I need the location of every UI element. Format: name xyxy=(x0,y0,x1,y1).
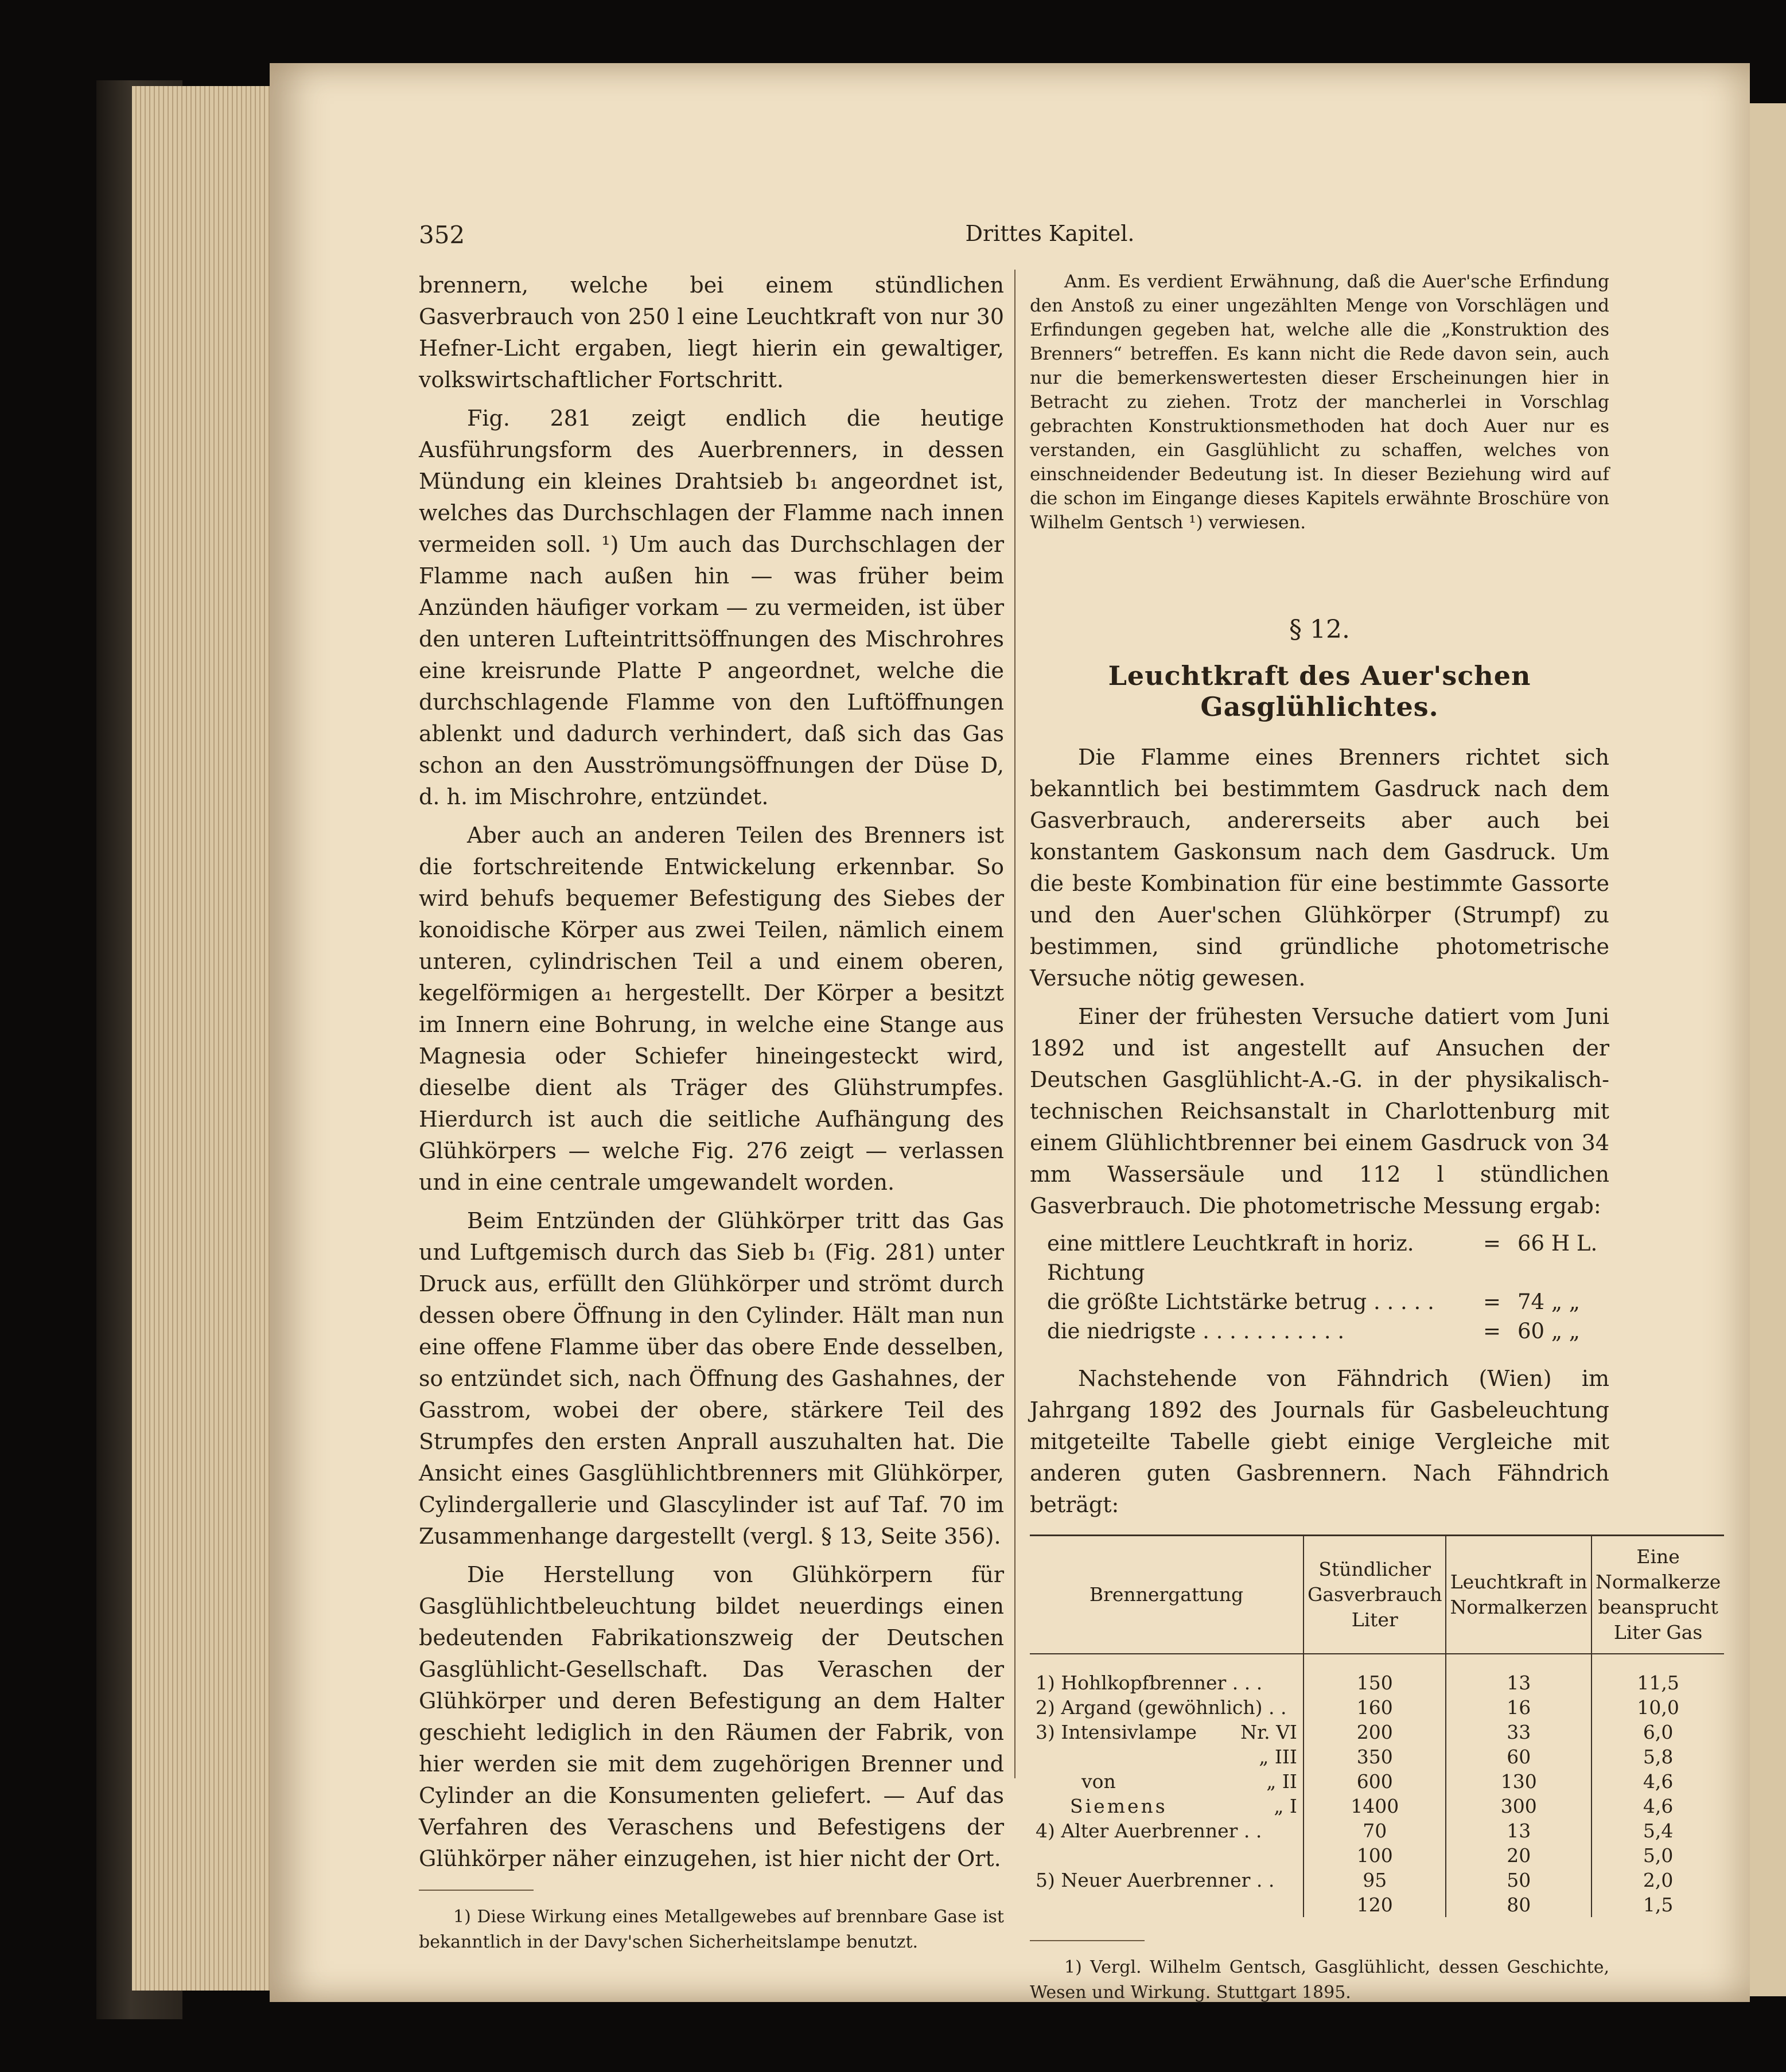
measurement-value: 74 „ „ xyxy=(1517,1290,1580,1314)
table-row xyxy=(1030,1794,1724,1818)
measurement-row xyxy=(1047,1287,1609,1317)
book-page-edges xyxy=(132,86,287,1991)
table-cell: 150 xyxy=(1303,1654,1446,1695)
measurement-label: die größte Lichtstärke betrug . . . . . xyxy=(1047,1290,1434,1314)
page-number: 352 xyxy=(419,221,465,249)
table-cell: 13 xyxy=(1446,1818,1592,1843)
paragraph: Beim Entzünden der Glühkörper tritt das Gas und Luftgemisch durch das Sieb b₁ (Fig. 281) unter Druck aus, erfüllt den Glühkörper und strömt durch dessen obere Öffnung in den Cylinder. Hält man nun eine offene Flamme über das obere Ende desselben, so entzündet sich, nach Öffnung des Gashahnes, der Gasstrom, wobei der obere, stärkere Teil des Strumpfes den ersten Anprall auszuhalten hat. Die Ansicht eines Gasglühlichtbrenners mit Glühkörper, Cylindergallerie und Glascylinder ist auf Taf. 70 im Zusammenhange dargestellt (vergl. § 13, Seite 356). xyxy=(419,1208,1004,1549)
table-cell xyxy=(1030,1695,1303,1720)
table-cell xyxy=(1030,1892,1303,1917)
footnote: 1) Vergl. Wilhelm Gentsch, Gasglühlicht, dessen Geschichte, Wesen und Wirkung. Stuttgart 1895. xyxy=(1030,1957,1609,2003)
table-row xyxy=(1030,1744,1724,1769)
table-row xyxy=(1030,1654,1724,1695)
table-row xyxy=(1030,1720,1724,1744)
footnote-rule xyxy=(419,1890,534,1891)
paragraph: Die Herstellung von Glühkörpern für Gasglühlichtbeleuchtung bildet neuerdings einen bedeutenden Fabrikationszweig der Deutschen Gasglühlicht-Gesellschaft. Das Veraschen der Glühkörper und deren Befestigung an dem Halter geschieht lediglich in den Räumen der Fabrik, von hier werden sie mit dem zugehörigen Brenner und Cylinder an die Konsumenten geliefert. — Auf das Verfahren des Veraschens und Befestigens der Glühkörper näher einzugehen, ist hier nicht der Ort. xyxy=(419,1562,1004,1871)
paragraph: Fig. 281 zeigt endlich die heutige Ausführungsform des Auerbrenners, in dessen Mündung ein kleines Drahtsieb b₁ angeordnet ist, welches das Durchschlagen der Flamme nach innen vermeiden soll. ¹) Um auch das Durchschlagen der Flamme nach außen hin — was früher beim Anzünden häufiger vorkam — zu vermeiden, ist über den unteren Lufteintrittsöffnungen des Mischrohres eine kreisrunde Platte P angeordnet, welche die durchschlagende Flamme von den Luftöffnungen ablenkt und dadurch verhindert, daß sich das Gas schon an den Ausströmungsöffnungen der Düse D, d. h. im Mischrohre, entzündet. xyxy=(419,406,1004,809)
table-cell: 10,0 xyxy=(1592,1695,1724,1720)
table-cell: 95 xyxy=(1303,1868,1446,1892)
table-cell xyxy=(1030,1720,1303,1744)
table-header: Leuchtkraft in Normalkerzen xyxy=(1446,1536,1592,1654)
table-cell xyxy=(1030,1794,1303,1818)
burner-name: 1) Hohlkopfbrenner . . . xyxy=(1036,1672,1263,1694)
table-cell: 16 xyxy=(1446,1695,1592,1720)
table-cell: 70 xyxy=(1303,1818,1446,1843)
table-cell: 4,6 xyxy=(1592,1794,1724,1818)
table-cell: 300 xyxy=(1446,1794,1592,1818)
table-cell: 120 xyxy=(1303,1892,1446,1917)
paragraph: Einer der frühesten Versuche datiert vom Juni 1892 und ist angestellt auf Ansuchen der Deutschen Gasglühlicht-A.-G. in der physikalisch-technischen Reichsanstalt in Charlottenburg mit einem Glühlichtbrenner bei einem Gasdruck von 34 mm Wassersäule und 112 l stündlichen Gasverbrauch. Die photometrische Messung ergab: xyxy=(1030,1004,1609,1218)
table-row xyxy=(1030,1769,1724,1794)
paragraph: Nachstehende von Fähndrich (Wien) im Jahrgang 1892 des Journals für Gasbeleuchtung mitgeteilte Tabelle giebt einige Vergleiche mit anderen guten Gasbrennern. Nach Fähndrich beträgt: xyxy=(1030,1366,1609,1517)
table-cell xyxy=(1030,1818,1303,1843)
measurement-value: 60 „ „ xyxy=(1517,1319,1580,1343)
table-cell xyxy=(1030,1843,1303,1868)
table-header-row xyxy=(1030,1536,1724,1654)
table-cell: 100 xyxy=(1303,1843,1446,1868)
section-title: Leuchtkraft des Auer'schen Gasglühlichtes. xyxy=(1108,660,1531,722)
table-cell xyxy=(1030,1769,1303,1794)
burner-name: 5) Neuer Auerbrenner . . xyxy=(1036,1869,1275,1891)
table-cell xyxy=(1030,1654,1303,1695)
burner-subtype: „ I xyxy=(1274,1795,1297,1817)
table-cell: 350 xyxy=(1303,1744,1446,1769)
table-cell: 50 xyxy=(1446,1868,1592,1892)
burner-subtype: Nr. VI xyxy=(1240,1721,1297,1743)
left-column xyxy=(419,270,1004,1955)
table-cell: 5,8 xyxy=(1592,1744,1724,1769)
table-cell: 80 xyxy=(1446,1892,1592,1917)
burner-name: von xyxy=(1081,1770,1116,1793)
table-row xyxy=(1030,1818,1724,1843)
table-header: Eine Normalkerze beansprucht Liter Gas xyxy=(1592,1536,1724,1654)
table-cell: 200 xyxy=(1303,1720,1446,1744)
table-cell xyxy=(1030,1868,1303,1892)
burner-name: 3) Intensivlampe xyxy=(1036,1721,1197,1743)
table-cell: 60 xyxy=(1446,1744,1592,1769)
burner-subtype: „ II xyxy=(1266,1770,1297,1793)
measurement-row xyxy=(1047,1229,1609,1287)
table-cell: 13 xyxy=(1446,1654,1592,1695)
right-column xyxy=(1030,270,1721,2005)
column-divider xyxy=(1014,270,1015,1778)
table-cell: 1400 xyxy=(1303,1794,1446,1818)
burner-name: Siemens xyxy=(1070,1795,1168,1817)
table-cell: 1,5 xyxy=(1592,1892,1724,1917)
paragraph: brennern, welche bei einem stündlichen Gasverbrauch von 250 l eine Leuchtkraft von nur 30 Hefner-Licht ergaben, liegt hierin ein gewaltiger, volkswirtschaftlicher Fortschritt. xyxy=(419,272,1004,392)
section-number: § 12. xyxy=(1289,615,1350,644)
table-cell: 11,5 xyxy=(1592,1654,1724,1695)
burner-name: 2) Argand (gewöhnlich) . . xyxy=(1036,1696,1287,1719)
table-cell: 4,6 xyxy=(1592,1769,1724,1794)
paragraph: Aber auch an anderen Teilen des Brenners ist die fortschreitende Entwickelung erkennbar. So wird behufs bequemer Befestigung des Siebes der konoidische Körper aus zwei Teilen, nämlich einem unteren, cylindrischen Teil a und einem oberen, kegelförmigen a₁ hergestellt. Der Körper a besitzt im Innern eine Bohrung, in welche eine Stange aus Magnesia oder Schiefer hineingesteckt wird, dieselbe dient als Träger des Glühstrumpfes. Hierdurch ist auch die seitliche Aufhängung des Glühkörpers — welche Fig. 276 zeigt — verlassen und in eine centrale umgewandelt worden. xyxy=(419,823,1004,1195)
measurement-label: eine mittlere Leuchtkraft in horiz. Richtung xyxy=(1047,1231,1414,1285)
measurement-row xyxy=(1047,1317,1609,1346)
table-row xyxy=(1030,1868,1724,1892)
measurement-value: 66 H L. xyxy=(1517,1231,1598,1256)
footnote-rule xyxy=(1030,1940,1145,1941)
table-cell: 33 xyxy=(1446,1720,1592,1744)
burner-name: 4) Alter Auerbrenner . . xyxy=(1036,1820,1262,1842)
table-cell: 130 xyxy=(1446,1769,1592,1794)
table-cell: 160 xyxy=(1303,1695,1446,1720)
measurement-equals: = xyxy=(1483,1290,1501,1314)
running-title: Drittes Kapitel. xyxy=(965,221,1135,246)
burner-subtype: „ III xyxy=(1259,1746,1297,1768)
next-page-edge xyxy=(1750,103,1786,1996)
table-row xyxy=(1030,1892,1724,1917)
table-cell: 2,0 xyxy=(1592,1868,1724,1892)
annotation-note: Anm. Es verdient Erwähnung, daß die Auer'sche Erfindung den Anstoß zu einer ungezählten Menge von Vorschlägen und Erfindungen gegeben hat, welche alle die „Konstruktion des Brenners“ betreffen. Es kann nicht die Rede davon sein, auch nur die bemerkenswertesten dieser Erscheinungen hier in Betracht zu ziehen. Trotz der mancherlei in Vorschlag gebrachten Konstruktionsmethoden hat doch Auer nur es verstanden, ein Gasglühlicht zu schaffen, welches von einschneidender Bedeutung ist. In dieser Beziehung wird auf die schon im Eingange dieses Kapitels erwähnte Broschüre von Wilhelm Gentsch ¹) verwiesen. xyxy=(1030,271,1609,533)
measurement-equals: = xyxy=(1483,1319,1501,1343)
table-cell: 5,0 xyxy=(1592,1843,1724,1868)
comparison-table xyxy=(1030,1534,1724,1917)
paragraph: Die Flamme eines Brenners richtet sich bekanntlich bei bestimmtem Gasdruck nach dem Gasverbrauch, andererseits aber auch bei konstantem Gaskonsum nach dem Gasdruck. Um die beste Kombination für eine bestimmte Gassorte und den Auer'schen Glühkörper (Strumpf) zu bestimmen, sind gründliche photometrische Versuche nötig gewesen. xyxy=(1030,745,1609,991)
table-cell: 5,4 xyxy=(1592,1818,1724,1843)
measurement-label: die niedrigste . . . . . . . . . . . xyxy=(1047,1319,1345,1343)
table-header: Stündlicher Gasverbrauch Liter xyxy=(1303,1536,1446,1654)
table-cell xyxy=(1030,1744,1303,1769)
table-row xyxy=(1030,1695,1724,1720)
table-cell: 600 xyxy=(1303,1769,1446,1794)
table-row xyxy=(1030,1843,1724,1868)
table-header: Brennergattung xyxy=(1030,1536,1303,1654)
measurement-list xyxy=(1047,1229,1609,1346)
table-cell: 20 xyxy=(1446,1843,1592,1868)
measurement-equals: = xyxy=(1483,1231,1501,1256)
table-cell: 6,0 xyxy=(1592,1720,1724,1744)
footnote: 1) Diese Wirkung eines Metallgewebes auf brennbare Gase ist bekanntlich in der Davy'schen Sicherheitslampe benutzt. xyxy=(419,1907,1004,1952)
